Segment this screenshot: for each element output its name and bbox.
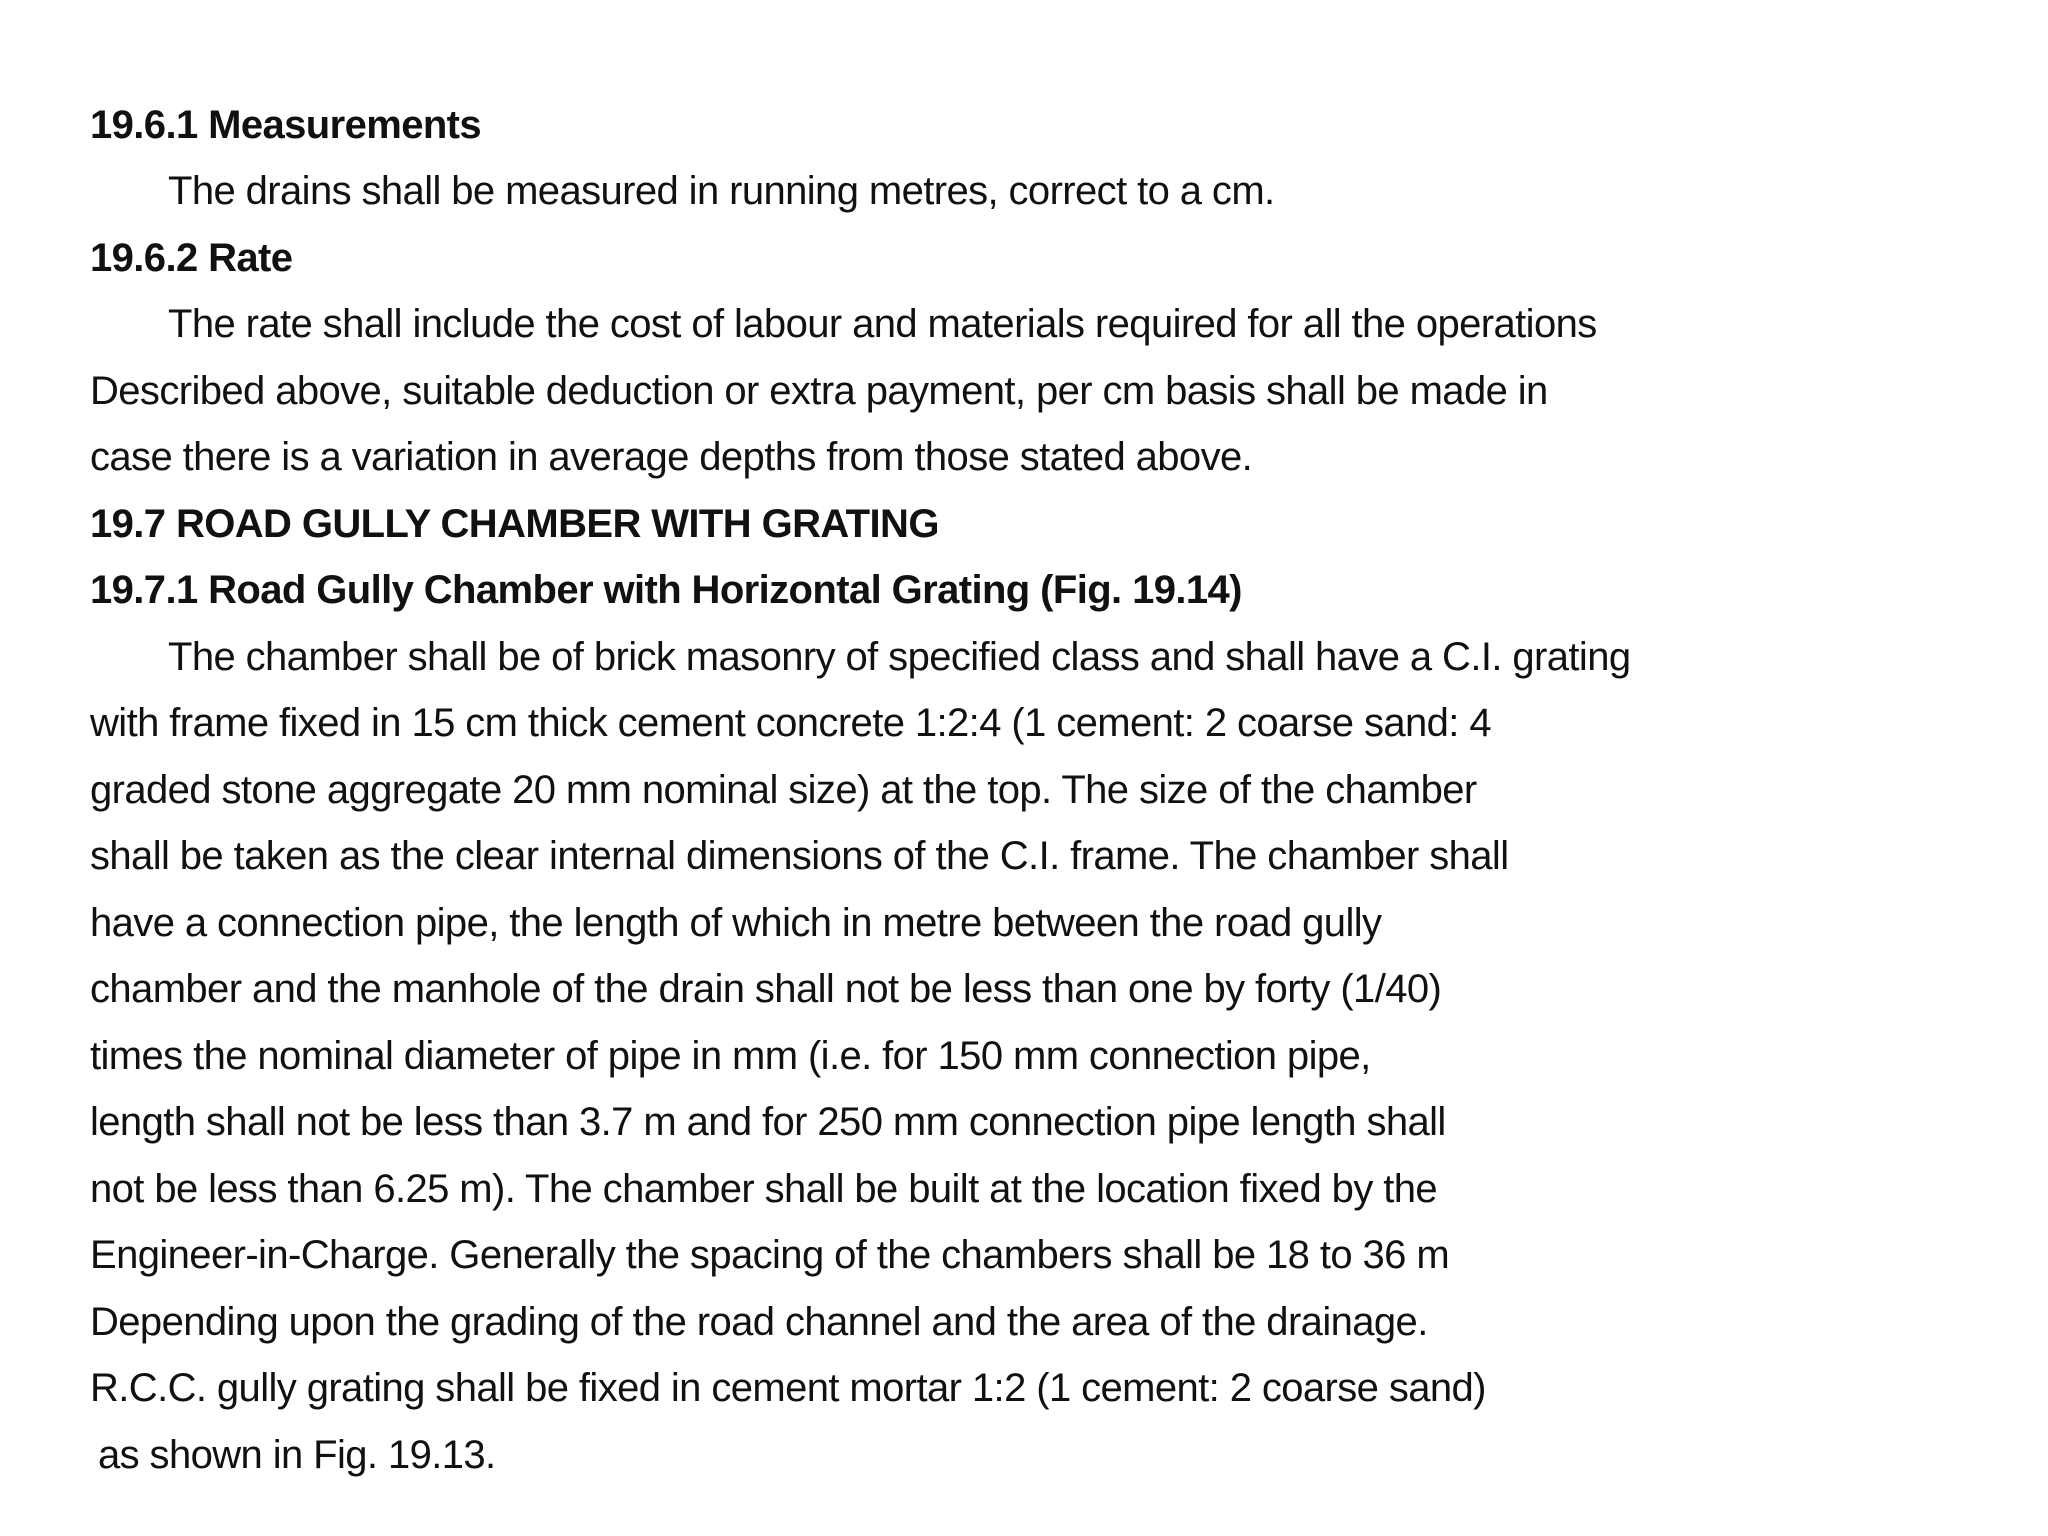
paragraph-line: The chamber shall be of brick masonry of specified class and shall have a C.I. grating: [168, 635, 1631, 679]
heading-19-6-1: 19.6.1 Measurements: [90, 103, 482, 147]
heading-19-7: 19.7 ROAD GULLY CHAMBER WITH GRATING: [90, 502, 939, 546]
paragraph-line: chamber and the manhole of the drain shall not be less than one by forty (1/40): [90, 967, 1442, 1011]
paragraph-line: with frame fixed in 15 cm thick cement concrete 1:2:4 (1 cement: 2 coarse sand: 4: [90, 701, 1491, 745]
paragraph-line: graded stone aggregate 20 mm nominal size) at the top. The size of the chamber: [90, 768, 1477, 812]
paragraph-line: shall be taken as the clear internal dimensions of the C.I. frame. The chamber shall: [90, 834, 1509, 878]
paragraph-line: R.C.C. gully grating shall be fixed in cement mortar 1:2 (1 cement: 2 coarse sand): [90, 1366, 1486, 1410]
heading-19-6-2: 19.6.2 Rate: [90, 236, 293, 280]
paragraph-line: times the nominal diameter of pipe in mm (i.e. for 150 mm connection pipe,: [90, 1034, 1371, 1078]
paragraph-line: Described above, suitable deduction or extra payment, per cm basis shall be made in: [90, 369, 1548, 413]
paragraph-line: Engineer-in-Charge. Generally the spacing of the chambers shall be 18 to 36 m: [90, 1233, 1450, 1277]
paragraph-line: length shall not be less than 3.7 m and for 250 mm connection pipe length shall: [90, 1100, 1446, 1144]
paragraph-line: Depending upon the grading of the road channel and the area of the drainage.: [90, 1300, 1428, 1344]
paragraph-line: The rate shall include the cost of labour and materials required for all the operations: [168, 302, 1597, 346]
paragraph-line: The drains shall be measured in running metres, correct to a cm.: [168, 169, 1275, 213]
paragraph-line: case there is a variation in average depths from those stated above.: [90, 435, 1253, 479]
paragraph-line: have a connection pipe, the length of which in metre between the road gully: [90, 901, 1382, 945]
paragraph-line: not be less than 6.25 m). The chamber shall be built at the location fixed by the: [90, 1167, 1438, 1211]
paragraph-line: as shown in Fig. 19.13.: [98, 1433, 496, 1477]
heading-19-7-1: 19.7.1 Road Gully Chamber with Horizontal Grating (Fig. 19.14): [90, 568, 1242, 612]
